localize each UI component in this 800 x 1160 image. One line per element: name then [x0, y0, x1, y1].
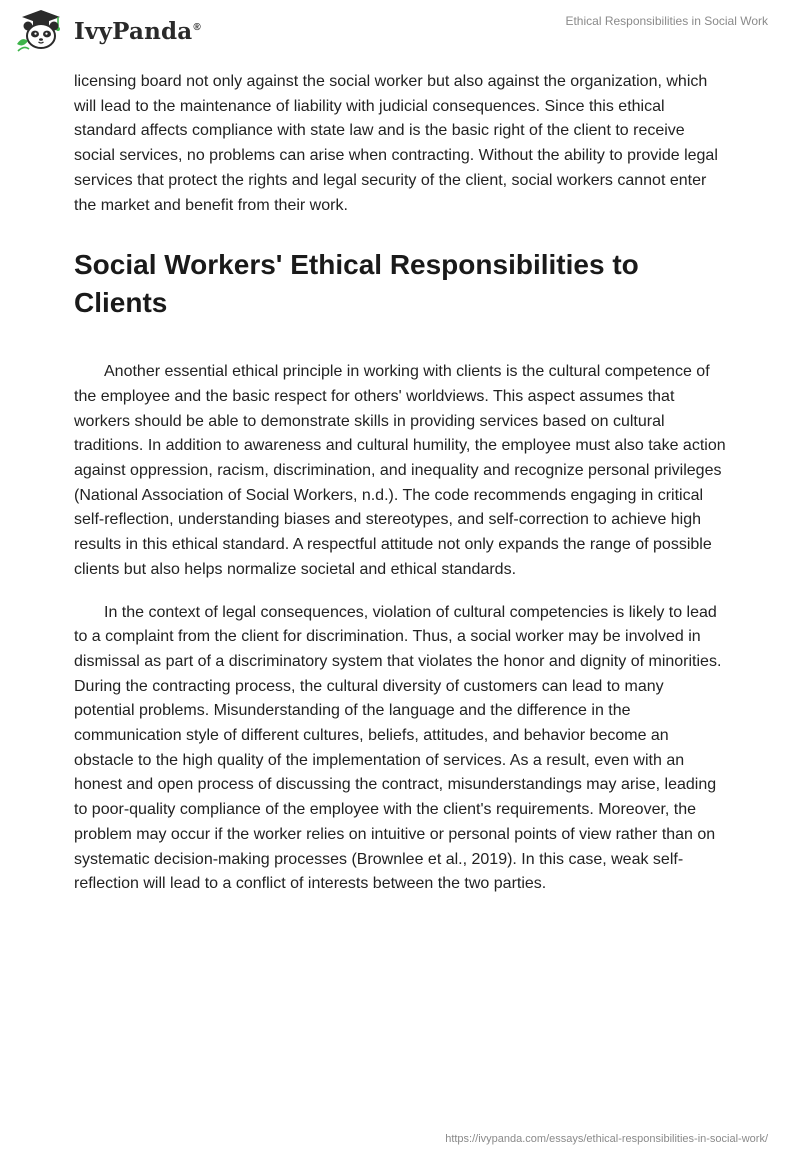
ivypanda-logo[interactable]: [14, 8, 201, 52]
panda-graduation-cap-icon: [14, 8, 68, 52]
registered-mark: ®: [193, 21, 201, 33]
document-title: Ethical Responsibilities in Social Work: [565, 14, 768, 28]
logo-wordmark: [74, 18, 201, 45]
source-url[interactable]: https://ivypanda.com/essays/ethical-responsibilities-in-social-work/: [445, 1133, 768, 1145]
logo-text: IvyPanda: [74, 17, 193, 45]
paragraph: In the context of legal consequences, violation of cultural competencies is likely to lead to a complaint from the client for discrimination. Thus, a social worker may be involved in dismissal as part of a discriminatory system that violates the honor and dignity of minorities. During the contracting process, the cultural diversity of customers can lead to many potential problems. Misunderstanding of the language and the difference in the communication style of different cultures, beliefs, attitudes, and behavior become an obstacle to the high quality of the implementation of services. As a result, even with an honest and open process of discussing the contract, misunderstandings may arise, leading to poor-quality compliance of the employee with the client's requirements. Moreover, the problem may occur if the worker relies on intuitive or personal points of view rather than on systematic decision-making processes (Brownlee et al., 2019). In this case, weak self-reflection will lead to a conflict of interests between the two parties.: [74, 603, 722, 893]
essay-body: [74, 70, 728, 897]
section-heading: Social Workers' Ethical Responsibilities to Clients: [74, 249, 639, 319]
paragraph: Another essential ethical principle in working with clients is the cultural competence of the employee and the basic respect for others' worldviews. This aspect assumes that workers should be able to demonstrate skills in providing services based on cultural traditions. In addition to awareness and cultural humility, the employee must also take action against oppression, racism, discrimination, and inequality and recognize personal privileges (National Association of Social Workers, n.d.). The code recommends engaging in critical self-reflection, understanding biases and stereotypes, and self-correction to achieve high results in this ethical standard. A respectful attitude not only expands the range of possible clients but also helps normalize societal and ethical standards.: [74, 363, 726, 578]
paragraph: licensing board not only against the social worker but also against the organization, which will lead to the maintenance of liability with judicial consequences. Since this ethical standard affects compliance with state law and is the basic right of the client to receive social services, no problems can arise when contracting. Without the ability to provide legal services that protect the rights and legal security of the client, social workers cannot enter the market and benefit from their work.: [74, 73, 718, 214]
page-header: [0, 0, 800, 60]
